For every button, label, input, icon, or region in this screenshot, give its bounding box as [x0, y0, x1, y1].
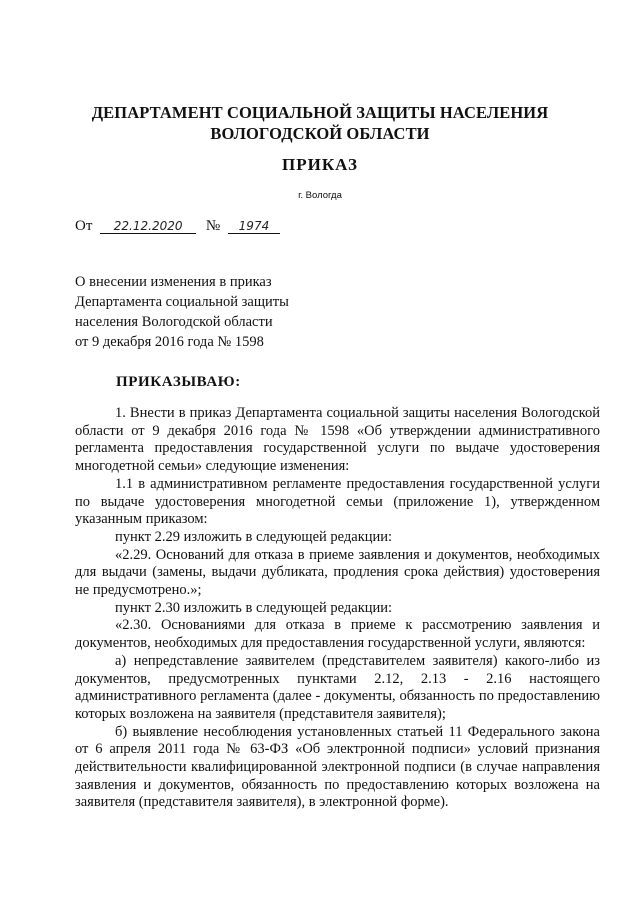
order-subject [75, 272, 375, 352]
number-label: № [205, 218, 221, 234]
date-number-line [75, 218, 280, 235]
body-paragraph: «2.30. Основаниями для отказа в приеме к рассмотрению заявления и документов, необходимых для предоставления государственной услуги, являются: [75, 617, 600, 652]
body-paragraph: 1.1 в административном регламенте предоставления государственной услуги по выдаче удостоверения многодетной семьи (приложение 1), утвержденном указанным приказом: [75, 475, 600, 528]
date-from-label: От [75, 218, 93, 234]
subject-line: населения Вологодской области [75, 314, 273, 330]
subject-line: О внесении изменения в приказ [75, 274, 272, 290]
city-label: г. Вологда [298, 190, 342, 201]
body-paragraph: пункт 2.30 изложить в следующей редакции: [115, 599, 393, 616]
handwritten-number: 1974 [228, 219, 280, 234]
body-paragraph: «2.29. Оснований для отказа в приеме заявления и документов, необходимых для выдачи (замены, выдачи дубликата, продления срока действия) удостоверения не предусмотрено.»; [75, 546, 600, 599]
document-type-title: ПРИКАЗ [282, 155, 358, 174]
department-name-line-2: ВОЛОГОДСКОЙ ОБЛАСТИ [210, 124, 430, 143]
body-paragraph: пункт 2.29 изложить в следующей редакции: [115, 528, 393, 545]
order-directive: ПРИКАЗЫВАЮ: [116, 374, 241, 390]
order-body [75, 405, 600, 812]
body-paragraph: б) выявление несоблюдения установленных статьей 11 Федерального закона от 6 апреля 2011 года № 63-ФЗ «Об электронной подписи» условий признания действительности квалифицированной электронной подписи (в случае направления заявления и документов, обязанность по предоставлению которых возложена на заявителя (представителя заявителя), в электронной форме). [75, 723, 600, 811]
subject-line: от 9 декабря 2016 года № 1598 [75, 334, 264, 350]
subject-line: Департамента социальной защиты [75, 294, 289, 310]
body-paragraph: а) непредставление заявителем (представителем заявителя) какого-либо из документов, предусмотренных пунктами 2.12, 2.13 - 2.16 настоящего административного регламента (далее - документы, обязанность по предоставлению которых возложена на заявителя (представителя заявителя); [75, 652, 600, 722]
body-paragraph: 1. Внести в приказ Департамента социальной защиты населения Вологодской области от 9 декабря 2016 года № 1598 «Об утверждении административного регламента предоставления государственной услуги по выдаче удостоверения многодетной семьи» следующие изменения: [75, 405, 600, 475]
department-name [60, 102, 580, 144]
handwritten-date: 22.12.2020 [100, 219, 196, 234]
department-name-line-1: ДЕПАРТАМЕНТ СОЦИАЛЬНОЙ ЗАЩИТЫ НАСЕЛЕНИЯ [91, 103, 549, 122]
